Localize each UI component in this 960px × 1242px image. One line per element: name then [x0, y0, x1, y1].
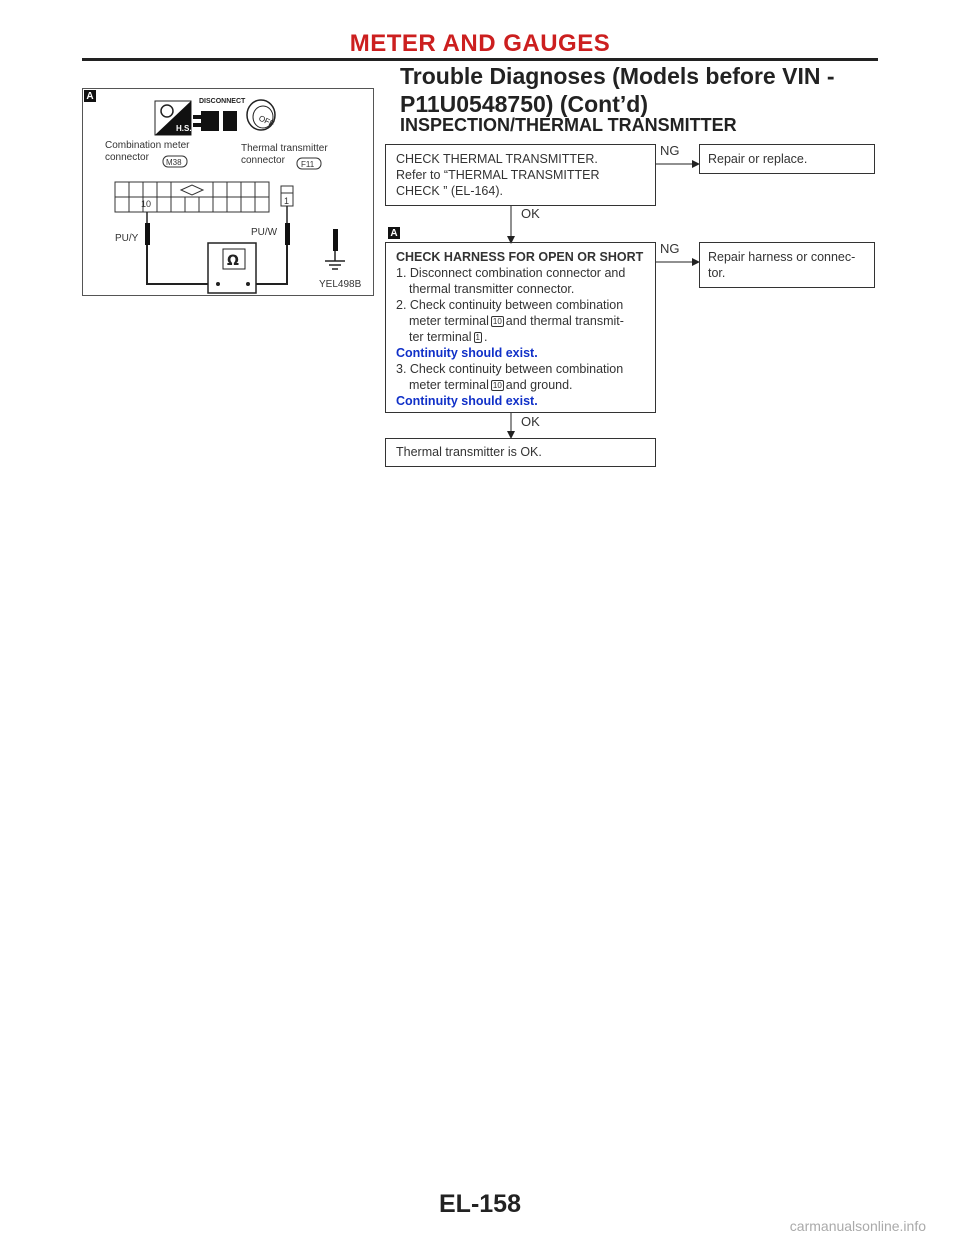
- wiring-figure: [82, 88, 374, 296]
- continuity-note-1: Continuity should exist.: [396, 346, 538, 360]
- header-rule: [82, 58, 878, 61]
- result-repair-or-replace: Repair or replace.: [699, 144, 875, 174]
- svg-text:OFF: OFF: [257, 113, 276, 129]
- page-title: [400, 62, 835, 118]
- connector-m38-label: M38: [166, 158, 182, 167]
- ohmmeter-icon: [208, 243, 256, 293]
- sub-heading: INSPECTION/THERMAL TRANSMITTER: [400, 115, 737, 135]
- section-title: METER AND GAUGES: [349, 30, 611, 57]
- probe-right: [285, 223, 290, 245]
- ng-label-2: NG: [660, 241, 680, 256]
- ng-arrow-2: [656, 256, 700, 268]
- step-check-harness: CHECK HARNESS FOR OPEN OR SHORT 1. Disconnect combination connector and thermal transmitter connector. 2. Check continuity between combination meter terminal 10 and thermal transmit- ter terminal 1 . Continuity should exist. 3. Check continuity between combination meter terminal 10 and ground. Continuity should exist.: [385, 242, 656, 413]
- ng-arrow-1: [656, 158, 700, 170]
- page-title-line-2: P11U0548750) (Cont’d): [400, 91, 648, 117]
- ok-label-2: OK: [521, 414, 540, 429]
- svg-text:H.S.: H.S.: [176, 124, 192, 133]
- step-marker-a-flow: A: [388, 227, 400, 239]
- wiring-diagram: [83, 89, 373, 295]
- page-title-line-1: Trouble Diagnoses (Models before VIN -: [400, 63, 835, 89]
- figure-code: YEL498B: [319, 279, 362, 290]
- ok-arrow-2: [506, 413, 516, 439]
- combination-meter-label: Combination meter: [105, 140, 190, 151]
- watermark: carmanualsonline.info: [789, 1218, 926, 1234]
- result-repair-harness: Repair harness or connec- tor.: [699, 242, 875, 288]
- ignition-off-icon: [247, 100, 276, 130]
- ground-symbol: [325, 229, 345, 269]
- terminal-10-badge: 10: [492, 317, 502, 327]
- thermal-connector-label: connector: [241, 155, 285, 166]
- connector-f11-label: F11: [301, 160, 315, 169]
- wire-color-right: PU/W: [251, 227, 278, 238]
- disconnect-icon: [193, 98, 246, 131]
- terminal-1-badge: 1: [475, 333, 480, 343]
- ok-label-1: OK: [521, 206, 540, 221]
- pin-10-label: 10: [141, 199, 152, 209]
- pin-1-label: 1: [284, 196, 290, 206]
- combination-meter-connector: [115, 182, 269, 212]
- probe-left: [145, 223, 150, 245]
- step-check-thermal-transmitter: CHECK THERMAL TRANSMITTER. Refer to “THERMAL TRANSMITTER CHECK ” (EL-164).: [385, 144, 656, 206]
- step-marker-a-figure: A: [84, 90, 96, 102]
- harness-side-icon: [155, 101, 192, 135]
- combination-connector-label: connector: [105, 152, 149, 163]
- page-number: EL-158: [439, 1190, 521, 1218]
- terminal-10-badge-2: 10: [492, 381, 502, 391]
- thermal-transmitter-connector: [281, 186, 293, 206]
- step-thermal-transmitter-ok: Thermal transmitter is OK.: [385, 438, 656, 467]
- ok-arrow-1: [506, 206, 516, 244]
- continuity-note-2: Continuity should exist.: [396, 394, 538, 408]
- ng-label-1: NG: [660, 143, 680, 158]
- wire-color-left: PU/Y: [115, 233, 139, 244]
- svg-text:DISCONNECT: DISCONNECT: [199, 98, 246, 105]
- thermal-transmitter-label: Thermal transmitter: [241, 143, 328, 154]
- svg-text:Ω: Ω: [227, 253, 239, 269]
